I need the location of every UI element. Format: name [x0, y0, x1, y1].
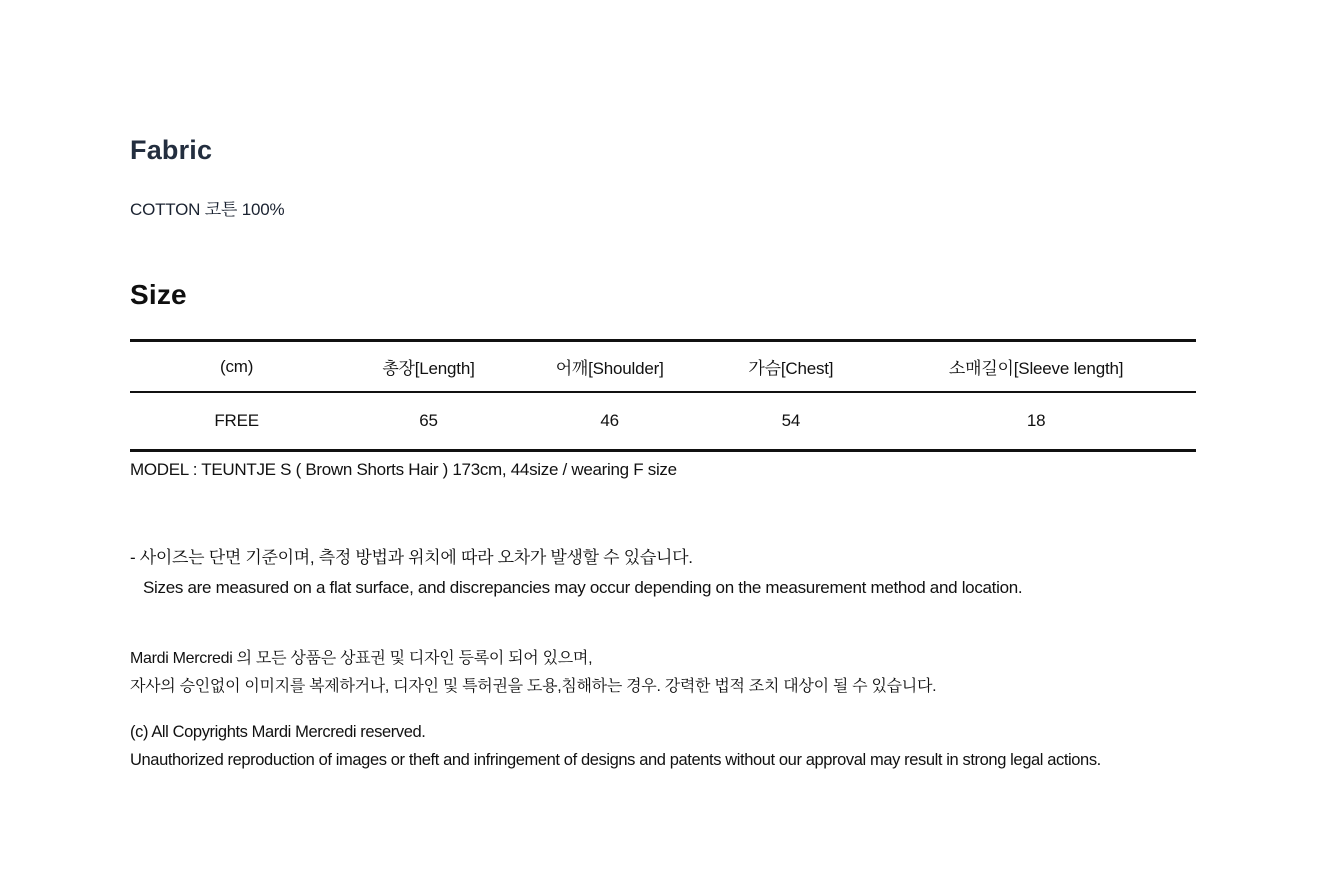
size-cell-length: 65 [419, 411, 438, 431]
copyright-note [130, 718, 1196, 774]
measurement-note-korean: - 사이즈는 단면 기준이며, 측정 방법과 위치에 따라 오차가 발생할 수 있습니다. [130, 548, 693, 568]
size-cell-shoulder: 46 [600, 411, 619, 431]
measurement-note-english: Sizes are measured on a flat surface, and discrepancies may occur depending on the measurement method and location. [143, 578, 1023, 598]
size-col-header-length: 총장[Length] [343, 341, 514, 392]
measurement-note [130, 543, 1196, 603]
size-table-row-free [130, 392, 1196, 451]
size-cell-name: FREE [214, 411, 259, 431]
size-table [130, 339, 1196, 452]
copyright-line-legal-warning: Unauthorized reproduction of images or theft and infringement of designs and patents without our approval may result in strong legal actions. [130, 751, 1101, 770]
size-heading: Size [130, 278, 187, 310]
trademark-note [130, 645, 1196, 701]
trademark-note-line2: 자사의 승인없이 이미지를 복제하거나, 디자인 및 특허권을 도용,침해하는 경우. 강력한 법적 조치 대상이 될 수 있습니다. [130, 678, 937, 696]
size-col-header-chest: 가슴[Chest] [706, 341, 877, 392]
size-table-body [130, 392, 1196, 451]
trademark-note-line1: Mardi Mercredi 의 모든 상품은 상표권 및 디자인 등록이 되어 있으며, [130, 650, 593, 668]
size-cell-chest: 54 [781, 411, 801, 431]
size-table-head [130, 341, 1196, 392]
product-info-content [130, 0, 1196, 774]
size-col-header-shoulder: 어깨[Shoulder] [514, 341, 706, 392]
size-cell-sleeve: 18 [1026, 411, 1046, 431]
size-table-header-row [130, 341, 1196, 392]
fabric-composition-text: COTTON 코튼 100% [130, 199, 285, 219]
model-info-text: MODEL : TEUNTJE S ( Brown Shorts Hair ) 173cm, 44size / wearing F size [130, 460, 677, 480]
size-col-header-unit: (cm) [130, 341, 343, 392]
size-col-header-sleeve: 소매길이[Sleeve length] [876, 341, 1196, 392]
copyright-line-korean-brand: (c) All Copyrights Mardi Mercredi reserved. [130, 723, 426, 742]
fabric-heading: Fabric [130, 135, 213, 165]
